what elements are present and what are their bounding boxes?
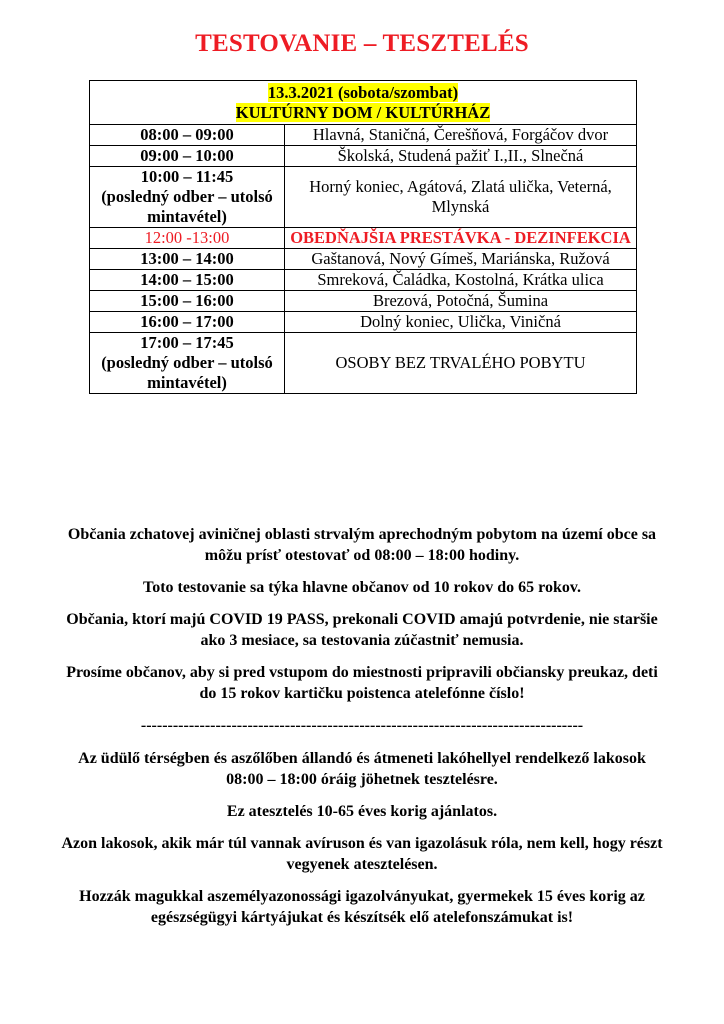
streets-cell: Školská, Studená pažiť I.,II., Slnečná (285, 146, 637, 167)
time-note: (posledný odber – utolsó mintavétel) (101, 353, 273, 392)
time-cell: 14:00 – 15:00 (90, 270, 285, 291)
time-cell (90, 333, 285, 394)
note-hu: Az üdülő térségben és aszőlőben állandó és átmeneti lakóhellyel rendelkező lakosok 08:00 – 18:00 óráig jöhetnek tesztelésre. (78, 750, 646, 788)
time-cell: 16:00 – 17:00 (90, 312, 285, 333)
streets-cell: Smreková, Čaládka, Kostolná, Krátka ulica (285, 270, 637, 291)
note-sk: Prosíme občanov, aby si pred vstupom do miestnosti pripravili občiansky preukaz, deti do 15 rokov kartičku poistenca atelefónne číslo! (66, 664, 658, 702)
time-range: 17:00 – 17:45 (140, 333, 234, 352)
table-row (90, 249, 637, 270)
table-row-break (90, 228, 637, 249)
table-row (90, 270, 637, 291)
note-hu: Ez atesztelés 10-65 éves korig ajánlatos. (226, 803, 498, 820)
table-row (90, 146, 637, 167)
time-cell: 09:00 – 10:00 (90, 146, 285, 167)
note-hu: Azon lakosok, akik már túl vannak avíruson és van igazolásuk róla, nem kell, hogy részt vegyenek atesztelésen. (61, 835, 663, 873)
break-cell: OBEDŇAJŠIA PRESTÁVKA - DEZINFEKCIA (285, 228, 637, 249)
streets-cell: Hlavná, Staničná, Čerešňová, Forgáčov dvor (285, 125, 637, 146)
time-cell: 08:00 – 09:00 (90, 125, 285, 146)
table-header-row (90, 81, 637, 125)
schedule-table (89, 80, 637, 394)
table-row (90, 291, 637, 312)
note-sk: Občania, ktorí majú COVID 19 PASS, prekonali COVID amajú potvrdenie, nie staršie ako 3 mesiace, sa testovania zúčastniť nemusia. (66, 611, 658, 649)
table-row (90, 333, 637, 394)
note-sk: Toto testovanie sa týka hlavne občanov od 10 rokov do 65 rokov. (143, 579, 581, 596)
notes-section (60, 524, 664, 939)
streets-cell: OSOBY BEZ TRVALÉHO POBYTU (285, 333, 637, 394)
time-cell: 13:00 – 14:00 (90, 249, 285, 270)
time-note: (posledný odber – utolsó mintavétel) (101, 187, 273, 226)
note-hu: Hozzák magukkal aszemélyazonossági igazolványukat, gyermekek 15 éves korig az egészségügyi kártyájukat és készítsék elő atelefonszámukat is! (79, 888, 645, 926)
table-row (90, 167, 637, 228)
event-date: 13.3.2021 (sobota/szombat) (267, 83, 459, 102)
event-venue: KULTÚRNY DOM / KULTÚRHÁZ (235, 103, 491, 122)
streets-cell: Dolný koniec, Ulička, Viničná (285, 312, 637, 333)
table-row (90, 125, 637, 146)
streets-cell: Gaštanová, Nový Gímeš, Mariánska, Ružová (285, 249, 637, 270)
table-header-cell (90, 81, 637, 125)
time-cell: 15:00 – 16:00 (90, 291, 285, 312)
streets-cell: Brezová, Potočná, Šumina (285, 291, 637, 312)
time-range: 10:00 – 11:45 (140, 167, 234, 186)
language-separator: ----------------------------------------------------------------------------------- (140, 717, 584, 734)
table-row (90, 312, 637, 333)
note-sk: Občania zchatovej aviničnej oblasti strvalým aprechodným pobytom na území obce sa môžu prísť otestovať od 08:00 – 18:00 hodiny. (67, 526, 657, 564)
streets-cell: Horný koniec, Agátová, Zlatá ulička, Veterná, Mlynská (285, 167, 637, 228)
time-cell (90, 167, 285, 228)
time-cell: 12:00 -13:00 (90, 228, 285, 249)
page-title: TESTOVANIE – TESZTELÉS (195, 30, 529, 57)
